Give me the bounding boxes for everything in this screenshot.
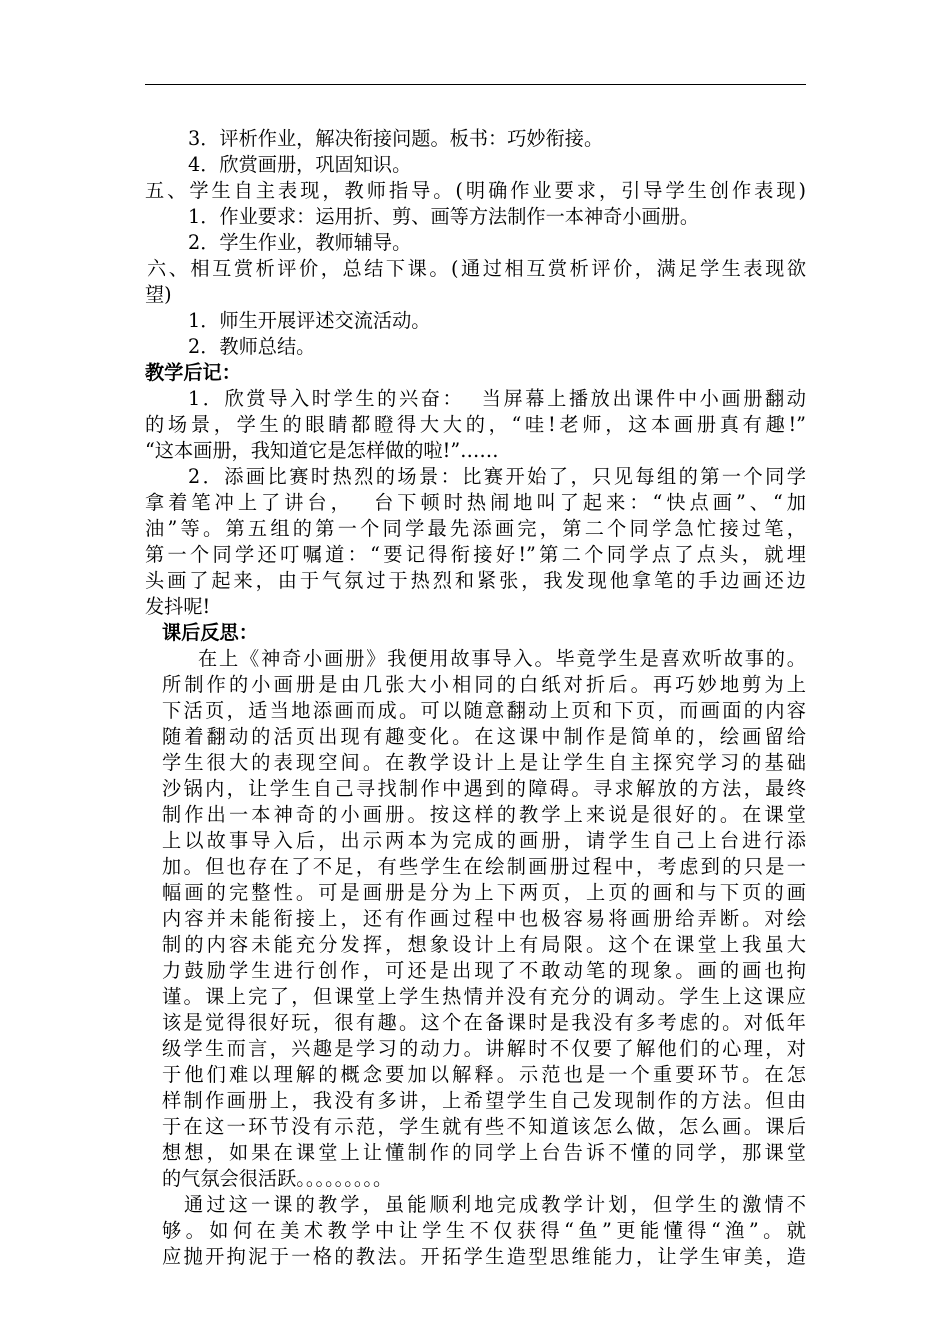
reflection-line-9: 加。但也存在了不足，有些学生在绘制画册过程中，考虑到的只是一 [162,855,806,878]
closing-line-3: 应抛开拘泥于一格的教法。开拓学生造型思维能力，让学生审美，造 [162,1245,806,1268]
section-6-step-2: 2．教师总结。 [188,335,316,358]
section-6-heading: 六、相互赏析评价，总结下课。(通过相互赏析评价，满足学生表现欲 [147,257,806,280]
reflection-line-17: 于他们难以理解的概念要加以解释。示范也是一个重要环节。在怎 [162,1063,806,1086]
section-5-step-1: 1．作业要求：运用折、剪、画等方法制作一本神奇小画册。 [188,205,700,228]
notes-p1-line-3: “这本画册，我知道它是怎样做的啦!”…… [145,439,499,462]
notes-p2-line-1: 2．添画比赛时热烈的场景：比赛开始了，只见每组的第一个同学 [188,465,806,488]
section-5-step-2: 2．学生作业，教师辅导。 [188,231,412,254]
notes-p1-line-1: 1．欣赏导入时学生的兴奋： 当屏幕上播放出课件中小画册翻动 [188,387,806,410]
reflection-line-8: 上以故事导入后，出示两本为完成的画册，请学生自己上台进行添 [162,829,806,852]
notes-p2-line-4: 第一个同学还叮嘱道：“要记得衔接好!”第二个同学点了点头，就埋 [145,543,806,566]
step-3: 3．评析作业，解决衔接问题。板书：巧妙衔接。 [188,127,604,150]
notes-p2-line-2: 拿着笔冲上了讲台， 台下顿时热闹地叫了起来：“快点画”、“加 [145,491,806,514]
closing-line-1: 通过这一课的教学，虽能顺利地完成教学计划，但学生的激情不 [184,1193,806,1216]
reflection-line-1: 在上《神奇小画册》我便用故事导入。毕竟学生是喜欢听故事的。 [198,647,806,670]
notes-p2-line-3: 油”等。第五组的第一个同学最先添画完，第二个同学急忙接过笔， [145,517,806,540]
section-6-heading-cont: 望) [145,283,172,306]
reflection-heading: 课后反思： [162,621,258,644]
reflection-line-5: 学生很大的表现空间。在教学设计上是让学生自主探究学习的基础 [162,751,806,774]
section-5-heading: 五、学生自主表现，教师指导。(明确作业要求，引导学生创作表现) [145,179,806,202]
reflection-line-21: 的气氛会很活跃。。。。。。。。。 [162,1167,393,1190]
reflection-line-14: 谨。课上完了，但课堂上学生热情并没有充分的调动。学生上这课应 [162,985,806,1008]
reflection-line-3: 下活页，适当地添画而成。可以随意翻动上页和下页，而画面的内容 [162,699,806,722]
notes-p1-line-2: 的场景，学生的眼睛都瞪得大大的，“哇!老师，这本画册真有趣!” [145,413,806,436]
reflection-line-13: 力鼓励学生进行创作，可还是出现了不敢动笔的现象。画的画也拘 [162,959,806,982]
reflection-line-6: 沙锅内，让学生自己寻找制作中遇到的障碍。寻求解放的方法，最终 [162,777,806,800]
notes-p2-line-5: 头画了起来，由于气氛过于热烈和紧张，我发现他拿笔的手边画还边 [145,569,806,592]
reflection-line-4: 随着翻动的活页出现有趣变化。在这课中制作是简单的，绘画留给 [162,725,806,748]
reflection-line-12: 制的内容未能充分发挥，想象设计上有局限。这个在课堂上我虽大 [162,933,806,956]
reflection-line-15: 该是觉得很好玩，很有趣。这个在备课时是我没有多考虑的。对低年 [162,1011,806,1034]
reflection-line-11: 内容并未能衔接上，还有作画过程中也极容易将画册给弄断。对绘 [162,907,806,930]
reflection-line-16: 级学生而言，兴趣是学习的动力。讲解时不仅要了解他们的心理，对 [162,1037,806,1060]
reflection-line-7: 制作出一本神奇的小画册。按这样的教学上来说是很好的。在课堂 [162,803,806,826]
header-rule [145,84,806,85]
reflection-line-18: 样制作画册上，我没有多讲，上希望学生自己发现制作的方法。但由 [162,1089,806,1112]
reflection-line-10: 幅画的完整性。可是画册是分为上下两页，上页的画和与下页的画 [162,881,806,904]
reflection-line-2: 所制作的小画册是由几张大小相同的白纸对折后。再巧妙地剪为上 [162,673,806,696]
reflection-line-20: 想想，如果在课堂上让懂制作的同学上台告诉不懂的同学，那课堂 [162,1141,806,1164]
step-4: 4．欣赏画册，巩固知识。 [188,153,412,176]
reflection-line-19: 于在这一环节没有示范，学生就有些不知道该怎么做，怎么画。课后 [162,1115,806,1138]
section-6-step-1: 1．师生开展评述交流活动。 [188,309,431,332]
notes-p2-line-6: 发抖呢! [145,595,211,618]
teaching-notes-heading: 教学后记： [145,361,241,384]
closing-line-2: 够。如何在美术教学中让学生不仅获得“鱼”更能懂得“渔”。就 [162,1219,806,1242]
